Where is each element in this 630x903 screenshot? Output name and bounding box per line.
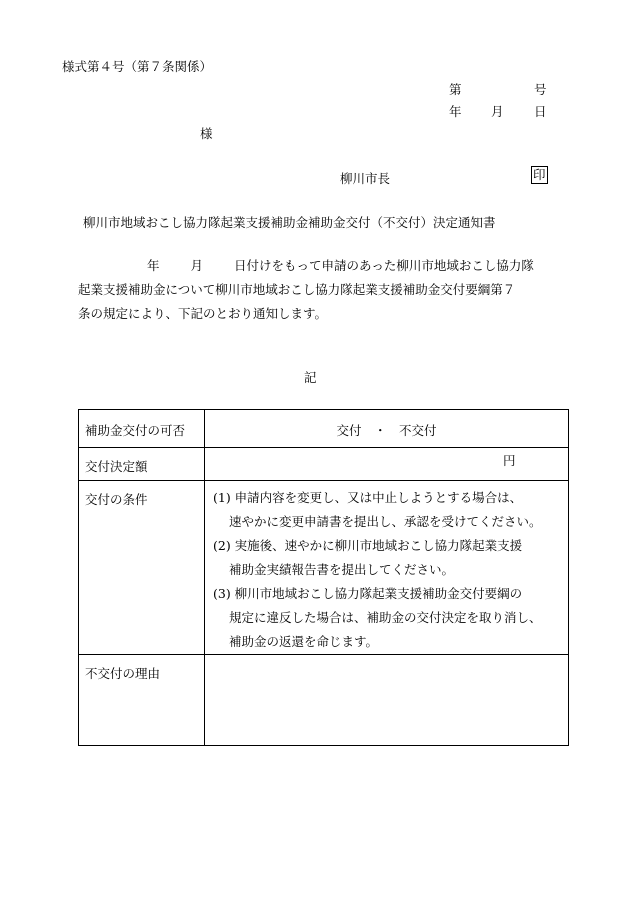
body-line-1 <box>78 254 566 278</box>
decision-table <box>78 409 569 746</box>
table-row <box>79 481 569 655</box>
row-value-non-grant-reason <box>205 655 569 746</box>
table-row <box>79 410 569 448</box>
issuer-name: 柳川市長 <box>340 171 391 186</box>
body-paragraph <box>78 254 566 326</box>
seal-mark: 印 <box>533 167 546 182</box>
condition-line: 補助金実績報告書を提出してください。 <box>229 562 455 577</box>
condition-line: (2) 実施後、速やかに柳川市地域おこし協力隊起業支援 <box>213 538 523 553</box>
date-day: 日 <box>534 104 547 119</box>
condition-line: 補助金の返還を命じます。 <box>229 634 379 649</box>
table-row <box>79 655 569 746</box>
condition-line: (1) 申請内容を変更し、又は中止しようとする場合は、 <box>213 490 523 505</box>
date-month: 月 <box>491 104 504 119</box>
ki-heading: 記 <box>304 370 317 385</box>
row-value-amount <box>205 448 569 481</box>
date-year: 年 <box>449 104 462 119</box>
body-month: 月 <box>190 258 204 273</box>
document-title: 柳川市地域おこし協力隊起業支援補助金補助金交付（不交付）決定通知書 <box>83 215 496 230</box>
amount-unit: 円 <box>503 453 516 468</box>
row-value-approval: 交付 ・ 不交付 <box>205 410 569 448</box>
row-label-approval: 補助金交付の可否 <box>79 410 205 448</box>
row-value-conditions <box>205 481 569 655</box>
document-number-prefix: 第 <box>449 82 462 97</box>
body-line1-rest: 日付けをもって申請のあった柳川市地域おこし協力隊 <box>234 258 534 273</box>
body-year: 年 <box>147 258 160 273</box>
condition-line: 速やかに変更申請書を提出し、承認を受けてください。 <box>229 514 542 529</box>
body-line-3: 条の規定により、下記のとおり通知します。 <box>78 306 328 321</box>
row-label-non-grant-reason: 不交付の理由 <box>79 655 205 746</box>
document-number-suffix: 号 <box>534 82 547 97</box>
form-number: 様式第４号（第７条関係） <box>62 59 213 74</box>
row-label-conditions: 交付の条件 <box>79 481 205 655</box>
condition-line: 規定に違反した場合は、補助金の交付決定を取り消し、 <box>229 610 542 625</box>
row-label-amount: 交付決定額 <box>79 448 205 481</box>
recipient-honorific: 様 <box>200 126 213 141</box>
table-row <box>79 448 569 481</box>
condition-line: (3) 柳川市地域おこし協力隊起業支援補助金交付要綱の <box>213 586 523 601</box>
body-line-2: 起業支援補助金について柳川市地域おこし協力隊起業支援補助金交付要綱第７ <box>78 282 516 297</box>
